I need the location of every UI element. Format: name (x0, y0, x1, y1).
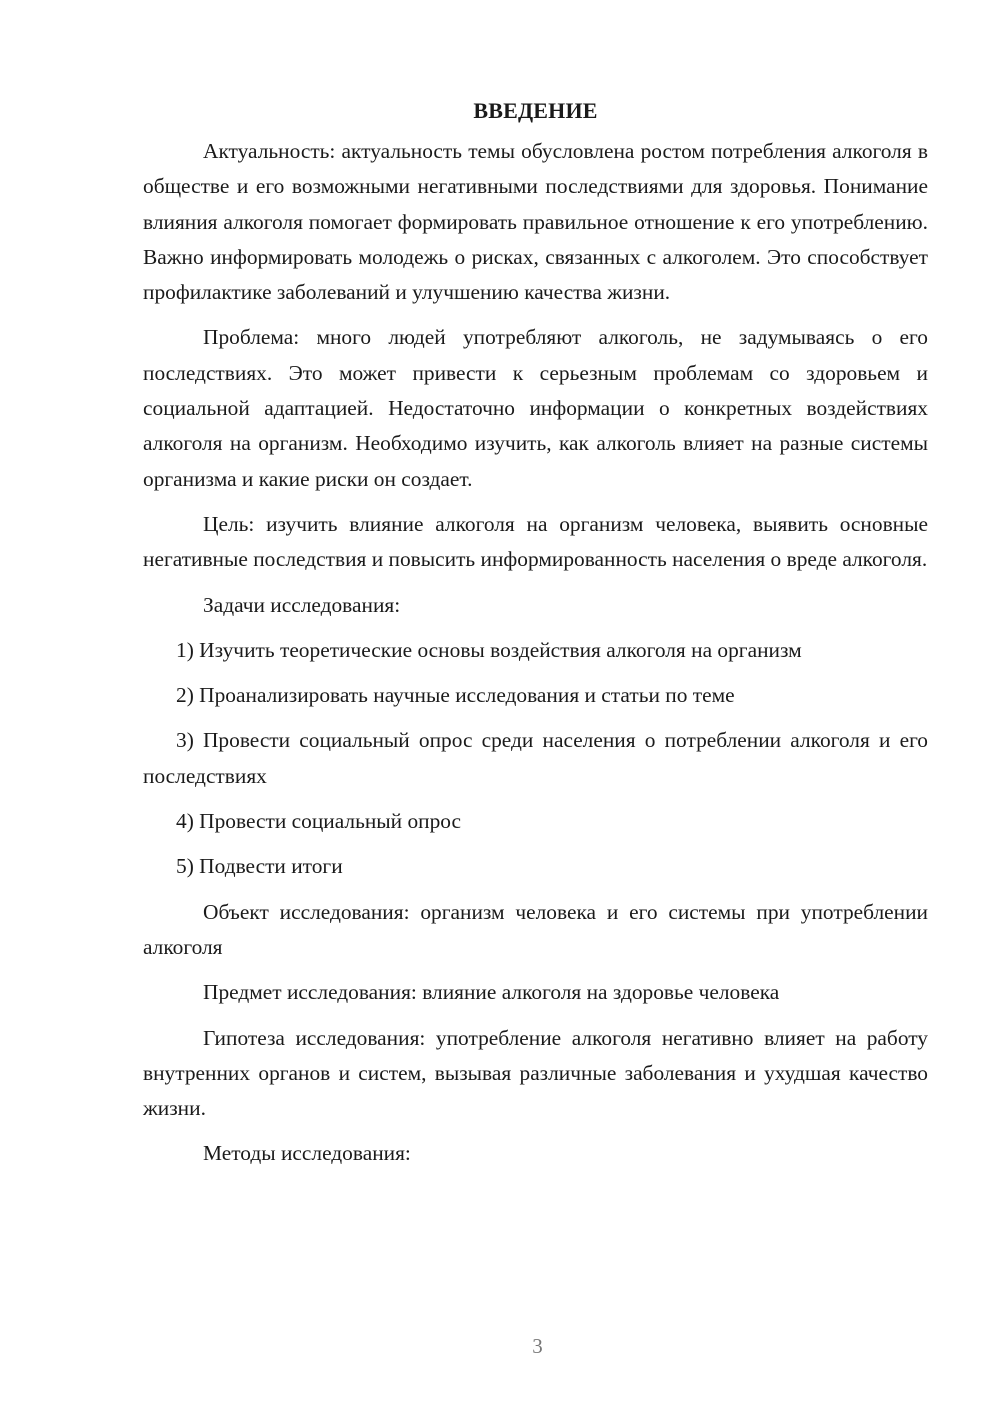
paragraph-gap (143, 965, 928, 975)
page-content (143, 93, 928, 1172)
page-title: ВВЕДЕНИЕ (473, 98, 598, 123)
paragraph-gap (143, 1126, 928, 1136)
paragraph-gap (143, 794, 928, 804)
task-item-4: 4) Провести социальный опрос (176, 809, 462, 834)
paragraph-gap (143, 310, 928, 320)
paragraph-gap (143, 578, 928, 588)
problem-paragraph: Проблема: много людей употребляют алкоголь, не задумываясь о его последствиях. Это может привести к серьезным проблемам со здоровьем и социальной адаптацией. Недостаточно информации о конкретных воздействиях алкоголя на организм. Необходимо изучить, как алкоголь влияет на разные системы организма и какие риски он создает. (143, 325, 928, 491)
tasks-heading: Задачи исследования: (203, 592, 401, 617)
paragraph-gap (143, 668, 928, 678)
paragraph-gap (143, 885, 928, 895)
paragraph-gap (143, 623, 928, 633)
subject-paragraph: Предмет исследования: влияние алкоголя на здоровье человека (203, 980, 780, 1005)
task-item-2: 2) Проанализировать научные исследования и статьи по теме (176, 683, 735, 708)
task-item-3: 3) Провести социальный опрос среди населения о потреблении алкоголя и его последствиях (143, 728, 928, 788)
paragraph-gap (143, 839, 928, 849)
methods-heading: Методы исследования: (203, 1141, 411, 1166)
paragraph-gap (143, 713, 928, 723)
relevance-paragraph: Актуальность: актуальность темы обусловлена ростом потребления алкоголя в обществе и его возможными негативными последствиями для здоровья. Понимание влияния алкоголя помогает формировать правильное отношение к его употреблению. Важно информировать молодежь о рисках, связанных с алкоголем. Это способствует профилактике заболеваний и улучшению качества жизни. (143, 139, 928, 305)
task-item-1: 1) Изучить теоретические основы воздействия алкоголя на организм (176, 637, 802, 662)
page-number: 3 (532, 1334, 543, 1358)
goal-paragraph: Цель: изучить влияние алкоголя на организм человека, выявить основные негативные последствия и повысить информированность населения о вреде алкоголя. (143, 511, 928, 572)
paragraph-gap (143, 1011, 928, 1021)
hypothesis-paragraph: Гипотеза исследования: употребление алкоголя негативно влияет на работу внутренних органов и систем, вызывая различные заболевания и ухудшая качество жизни. (143, 1025, 928, 1121)
object-paragraph: Объект исследования: организм человека и его системы при употреблении алкоголя (143, 899, 928, 959)
task-item-5: 5) Подвести итоги (176, 854, 343, 879)
paragraph-gap (143, 497, 928, 507)
